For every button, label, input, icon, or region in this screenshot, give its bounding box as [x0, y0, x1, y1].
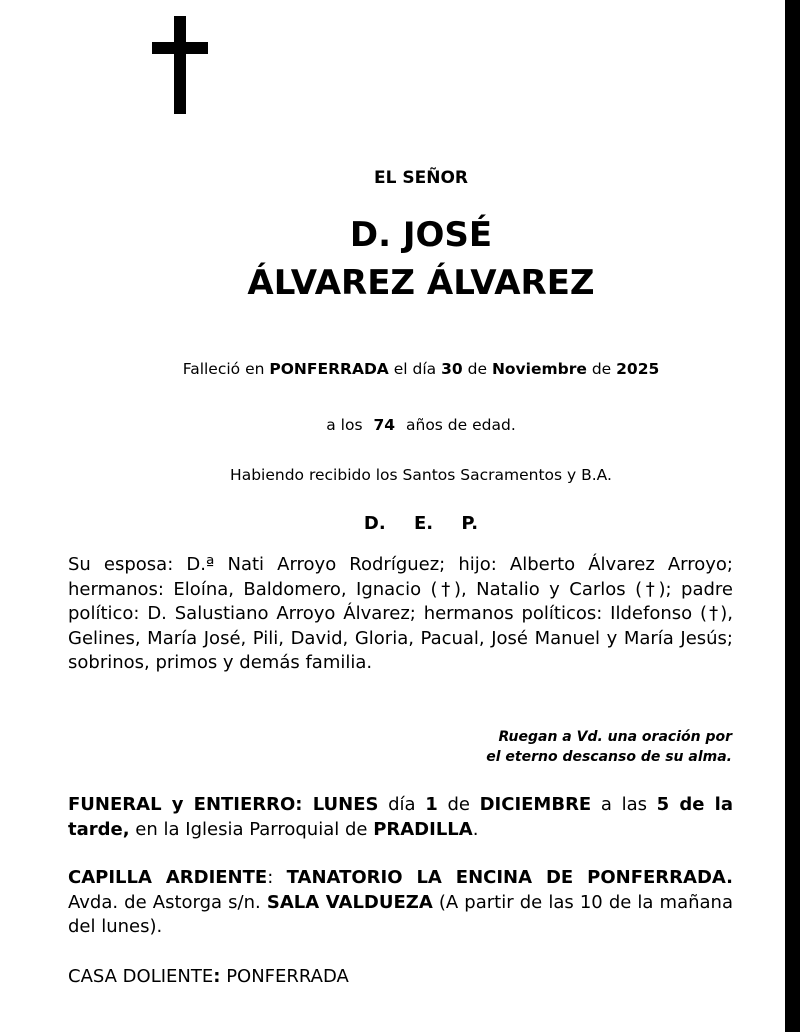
funeral-label: FUNERAL y ENTIERRO: LUNES — [68, 794, 379, 815]
capilla-tanatorio: TANATORIO LA ENCINA DE PONFERRADA. — [286, 867, 733, 888]
funeral-time: 5 de la tarde, — [68, 794, 733, 840]
capilla-address: Avda. de Astorga s/n. — [68, 891, 261, 913]
cross-icon — [152, 16, 208, 114]
capilla-sep: : — [267, 867, 274, 888]
death-prefix: Falleció en — [182, 360, 265, 378]
casa-sep: : — [213, 966, 221, 987]
prayer-text — [332, 727, 732, 767]
age-suffix: años de edad. — [406, 416, 516, 434]
funeral-town: PRADILLA — [373, 818, 473, 840]
funeral-dia: día — [388, 794, 416, 815]
age-value: 74 — [373, 416, 396, 434]
sacraments-text: Habiendo recibido los Santos Sacramentos y B.A. — [230, 466, 612, 484]
casa-place: PONFERRADA — [226, 966, 349, 987]
casa-label: CASA DOLIENTE — [68, 966, 214, 987]
prayer-line2: el eterno descanso de su alma. — [486, 749, 732, 765]
death-day: 30 — [441, 360, 463, 378]
capilla-note: (A partir de las 10 de la mañana del lunes). — [68, 891, 733, 937]
cross-vertical-bar — [174, 16, 186, 114]
prayer-line1: Ruegan a Vd. una oración por — [498, 729, 732, 745]
funeral-de: de — [447, 794, 470, 815]
family-list: Su esposa: D.ª Nati Arroyo Rodríguez; hijo: Alberto Álvarez Arroyo; hermanos: Eloína, Baldomero, Ignacio (†), Natalio y Carlos (†); padre político: D. Salustiano Arroyo Álvarez; hermanos políticos: Ildefonso (†), Gelines, María José, Pili, David, Gloria, Pacual, José Manuel y María Jesús; sobrinos, primos y demás familia. — [68, 554, 733, 673]
funeral-day: 1 — [425, 794, 438, 815]
funeral-info — [68, 793, 733, 842]
funeral-church-prefix: en la Iglesia Parroquial de — [135, 818, 368, 840]
death-info — [0, 360, 800, 378]
death-de2: de — [591, 360, 612, 378]
funeral-month: DICIEMBRE — [479, 794, 592, 815]
death-el-dia: el día — [393, 360, 437, 378]
death-place: PONFERRADA — [269, 360, 389, 378]
age-prefix: a los — [326, 416, 363, 434]
casa-info — [68, 965, 733, 990]
deceased-name-line2: ÁLVAREZ ÁLVAREZ — [247, 263, 595, 303]
death-de1: de — [467, 360, 487, 378]
capilla-sala: SALA VALDUEZA — [266, 891, 433, 913]
age-info — [0, 416, 800, 434]
header-title: EL SEÑOR — [374, 168, 468, 188]
death-month: Noviembre — [491, 360, 587, 378]
death-year: 2025 — [616, 360, 660, 378]
capilla-label: CAPILLA ARDIENTE — [68, 867, 268, 888]
funeral-end: . — [472, 818, 479, 840]
dep-text: D. E. P. — [363, 513, 479, 534]
capilla-info — [68, 866, 733, 940]
funeral-a-las: a las — [600, 794, 647, 815]
deceased-name-line1: D. JOSÉ — [349, 215, 493, 255]
cross-horizontal-bar — [152, 42, 208, 54]
